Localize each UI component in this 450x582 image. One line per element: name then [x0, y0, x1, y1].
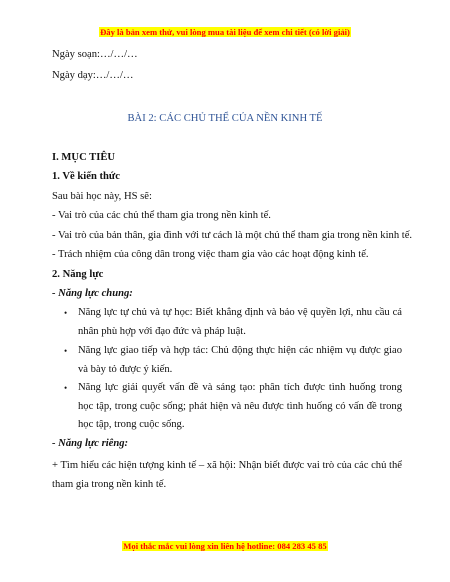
bullet-icon: •	[64, 383, 68, 393]
subheading-knowledge: 1. Về kiến thức	[52, 171, 120, 182]
preview-banner	[0, 26, 450, 38]
intro-text: Sau bài học này, HS sẽ:	[52, 191, 152, 202]
knowledge-item-3: - Trách nhiệm của công dân trong việc tham gia vào các hoạt động kinh tế.	[52, 249, 369, 260]
date-prepared: Ngày soạn:…/…/…	[52, 49, 138, 60]
bullet-item-3: Năng lực giải quyết vấn đề và sáng tạo: phân tích được tình huống trong học tập, trong cuộc sống; phát hiện và nêu được tình huống có vấn đề trong học tập, trong cuộc sống.	[78, 382, 402, 430]
knowledge-item-1: - Vai trò của các chủ thể tham gia trong nền kinh tế.	[52, 210, 271, 221]
lesson-title: BÀI 2: CÁC CHỦ THỂ CỦA NỀN KINH TẾ	[127, 113, 323, 124]
bullet-item-1: Năng lực tự chủ và tự học: Biết khẳng định và bảo vệ quyền lợi, nhu cầu cá nhân phù hợp với đạo đức và pháp luật.	[78, 307, 402, 337]
preview-banner-text: Đây là bản xem thử, vui lòng mua tài liệu để xem chi tiết (có lời giải)	[100, 27, 350, 37]
bullet-icon: •	[64, 346, 68, 356]
specific-competency-heading: - Năng lực riêng:	[52, 438, 129, 449]
hotline-banner	[0, 540, 450, 552]
specific-competency-text: + Tìm hiểu các hiện tượng kinh tế – xã hội: Nhận biết được vai trò của các chủ thể tham gia trong nền kinh tế.	[52, 460, 402, 490]
subheading-competencies: 2. Năng lực	[52, 269, 104, 280]
bullet-icon: •	[64, 308, 68, 318]
hotline-banner-text: Mọi thắc mắc vui lòng xin liên hệ hotline: 084 283 45 85	[123, 541, 327, 551]
bullet-item-2: Năng lực giao tiếp và hợp tác: Chủ động thực hiện các nhiệm vụ được giao và bày tỏ được ý kiến.	[78, 345, 402, 375]
section-heading-objectives: I. MỤC TIÊU	[52, 152, 116, 163]
knowledge-item-2: - Vai trò của bản thân, gia đình với tư cách là một chủ thể tham gia trong nền kinh tế.	[52, 230, 413, 241]
general-competency-heading: - Năng lực chung:	[52, 288, 133, 299]
date-taught: Ngày dạy:…/…/…	[52, 70, 134, 81]
